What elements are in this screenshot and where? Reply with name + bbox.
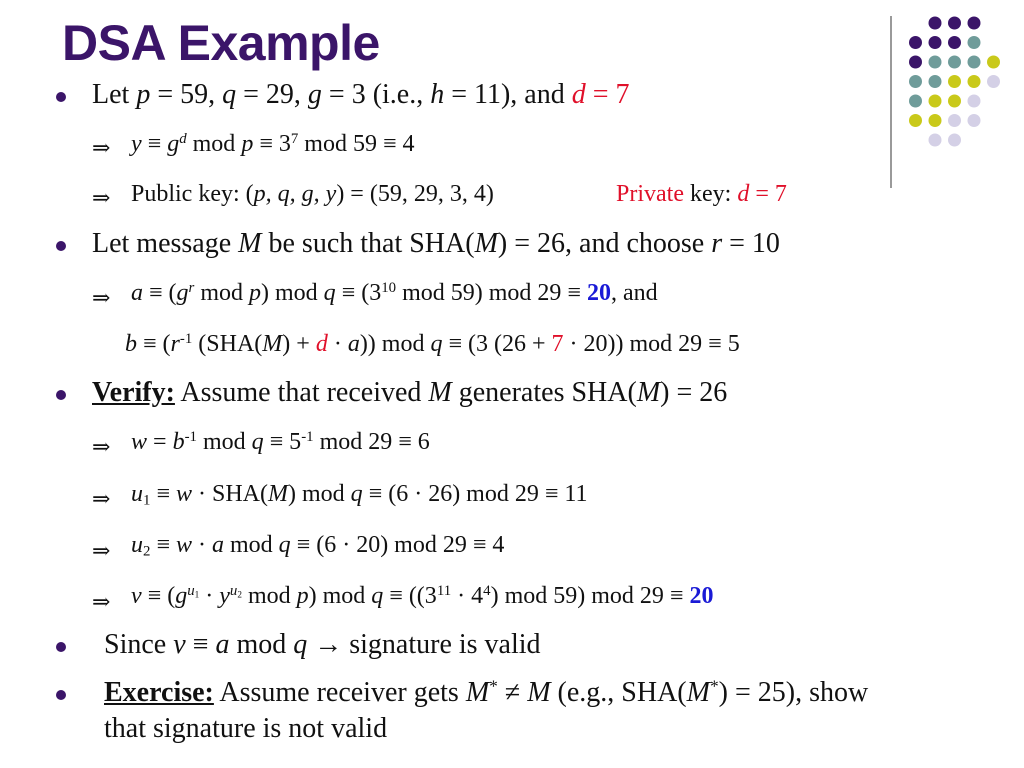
bullet-dot: [56, 390, 66, 400]
decorative-dot: [929, 17, 942, 30]
bullet-dot: [56, 642, 66, 652]
bullet-2-sub-1: $a \equiv (g^r$ mod p) mod $q \equiv (3^{10}$ mod 59) mod 29 ≡ 20, and: [131, 279, 658, 306]
bullet-2-text: Let message M be such that SHA(M) = 26, and choose r = 10: [92, 228, 780, 259]
decorative-dot: [909, 114, 922, 127]
decorative-dot: [909, 95, 922, 108]
decorative-divider: [890, 16, 892, 188]
decorative-dot: [987, 75, 1000, 88]
decorative-dot: [968, 56, 981, 69]
bullet-5-text: Exercise: Assume receiver gets M* ≠ M (e.g., SHA(M*) = 25), show: [104, 676, 869, 708]
decorative-dot: [968, 75, 981, 88]
implies-arrow-icon: ⇒: [92, 538, 111, 563]
bullet-3-text: Verify: Assume that received M generates SHA(M) = 26: [92, 377, 728, 408]
decorative-dot: [948, 36, 961, 49]
implies-arrow-icon: ⇒: [92, 135, 111, 160]
implies-arrow-icon: ⇒: [92, 589, 111, 614]
decorative-dot: [948, 75, 961, 88]
decorative-dot: [929, 95, 942, 108]
decorative-dot: [987, 56, 1000, 69]
decorative-dot: [948, 95, 961, 108]
decorative-dot: [909, 36, 922, 49]
decorative-dot: [909, 75, 922, 88]
bullet-5-text-line-2: that signature is not valid: [104, 713, 388, 744]
implies-arrow-icon: ⇒: [92, 486, 111, 511]
decorative-dot: [929, 134, 942, 147]
bullet-1-sub-1: $y \equiv g^d$ mod $p \equiv 3^7$ mod 59 ≡ 4: [131, 130, 415, 157]
implies-arrow-icon: ⇒: [92, 285, 111, 310]
bullet-3-sub-2: $u_1 \equiv w \cdot SHA(M)$ mod q ≡ (6 · 26) mod 29 ≡ 11: [131, 481, 588, 509]
bullet-2-sub-2: $b \equiv (r^{-1}$ (SHA(M) + d · a)) mod q ≡ (3 (26 + 7 · 20)) mod 29 ≡ 5: [125, 330, 740, 357]
implies-arrow-icon: ⇒: [92, 434, 111, 459]
bullet-3-sub-4: $v \equiv (g^{u_1} \cdot y^{u_2}$ mod p) mod $q \equiv ((3^{11} \cdot 4^4)$ mod 59) mod 29 ≡ 20: [131, 582, 714, 609]
implies-arrow-icon: ⇒: [92, 185, 111, 210]
decorative-dot: [909, 56, 922, 69]
decorative-dot: [948, 17, 961, 30]
bullet-dot: [56, 241, 66, 251]
decorative-dot: [948, 56, 961, 69]
bullet-1-sub-2: Public key: (p, q, g, y) = (59, 29, 3, 4): [131, 181, 494, 207]
bullet-dot: [56, 690, 66, 700]
bullet-dot: [56, 92, 66, 102]
decorative-dot: [968, 36, 981, 49]
bullet-4-text: Since v ≡ a mod q → signature is valid: [104, 629, 541, 660]
decorative-dot: [968, 17, 981, 30]
decorative-dot: [929, 56, 942, 69]
decorative-dot: [968, 114, 981, 127]
decorative-dot: [929, 114, 942, 127]
bullet-3-sub-1: $w = b^{-1}$ mod $q \equiv 5^{-1}$ mod 29 ≡ 6: [131, 428, 430, 455]
decorative-dot: [929, 75, 942, 88]
slide-title: DSA Example: [62, 15, 380, 71]
bullet-3-sub-3: $u_2 \equiv w \cdot a$ mod q ≡ (6 · 20) mod 29 ≡ 4: [131, 532, 505, 560]
decorative-dot: [968, 95, 981, 108]
decorative-dot: [948, 134, 961, 147]
decorative-dot: [929, 36, 942, 49]
bullet-1-text: Let p = 59, q = 29, g = 3 (i.e., h = 11), and d = 7: [92, 79, 630, 110]
decorative-dot: [948, 114, 961, 127]
private-key-text: Private key: d = 7: [616, 181, 787, 207]
